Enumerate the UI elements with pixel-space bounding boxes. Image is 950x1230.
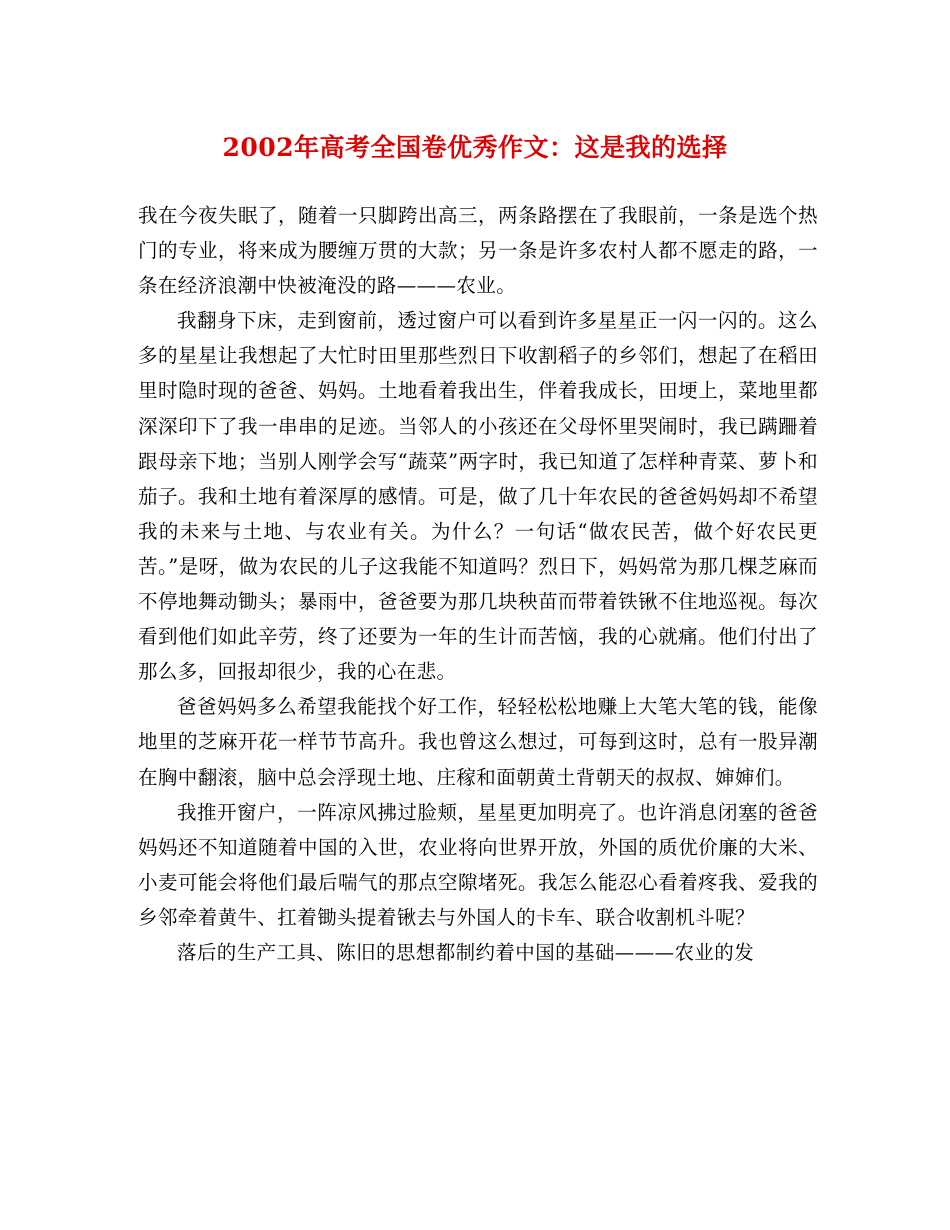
essay-title: 2002年高考全国卷优秀作文：这是我的选择 [222,133,728,162]
paragraph-1: 我在今夜失眠了，随着一只脚跨出高三，两条路摆在了我眼前，一条是选个热门的专业，将来成为腰缠万贯的大款；另一条是许多农村人都不愿走的路，一条在经济浪潮中快被淹没的路———农业。 [138,204,818,298]
paragraph-2: 我翻身下床，走到窗前，透过窗户可以看到许多星星正一闪一闪的。这么多的星星让我想起了大忙时田里那些烈日下收割稻子的乡邻们，想起了在稻田里时隐时现的爸爸、妈妈。土地看着我出生，伴着我成长，田埂上，菜地里都深深印下了我一串串的足迹。当邻人的小孩还在父母怀里哭闹时，我已蹒跚着跟母亲下地；当别人刚学会写“蔬菜”两字时，我已知道了怎样种青菜、萝卜和茄子。我和土地有着深厚的感情。可是，做了几十年农民的爸爸妈妈却不希望我的未来与土地、与农业有关。为什么？一句话“做农民苦，做个好农民更苦。”是呀，做为农民的儿子这我能不知道吗？烈日下，妈妈常为那几棵芝麻而不停地舞动锄头；暴雨中，爸爸要为那几块秧苗而带着铁锹不住地巡视。每次看到他们如此辛劳，终了还要为一年的生计而苦恼，我的心就痛。他们付出了那么多，回报却很少，我的心在悲。 [138,309,818,684]
essay-body [138,198,818,970]
paragraph-3: 爸爸妈妈多么希望我能找个好工作，轻轻松松地赚上大笔大笔的钱，能像地里的芝麻开花一样节节高升。我也曾这么想过，可每到这时，总有一股异潮在胸中翻滚，脑中总会浮现土地、庄稼和面朝黄土背朝天的叔叔、婶婶们。 [138,695,818,789]
paragraph-5: 落后的生产工具、陈旧的思想都制约着中国的基础———农业的发 [177,940,755,964]
paragraph-4: 我推开窗户，一阵凉风拂过脸颊，星星更加明亮了。也许消息闭塞的爸爸妈妈还不知道随着中国的入世，农业将向世界开放，外国的质优价廉的大米、小麦可能会将他们最后喘气的那点空隙堵死。我怎么能忍心看着疼我、爱我的乡邻牵着黄牛、扛着锄头提着锹去与外国人的卡车、联合收割机斗呢？ [138,800,818,929]
